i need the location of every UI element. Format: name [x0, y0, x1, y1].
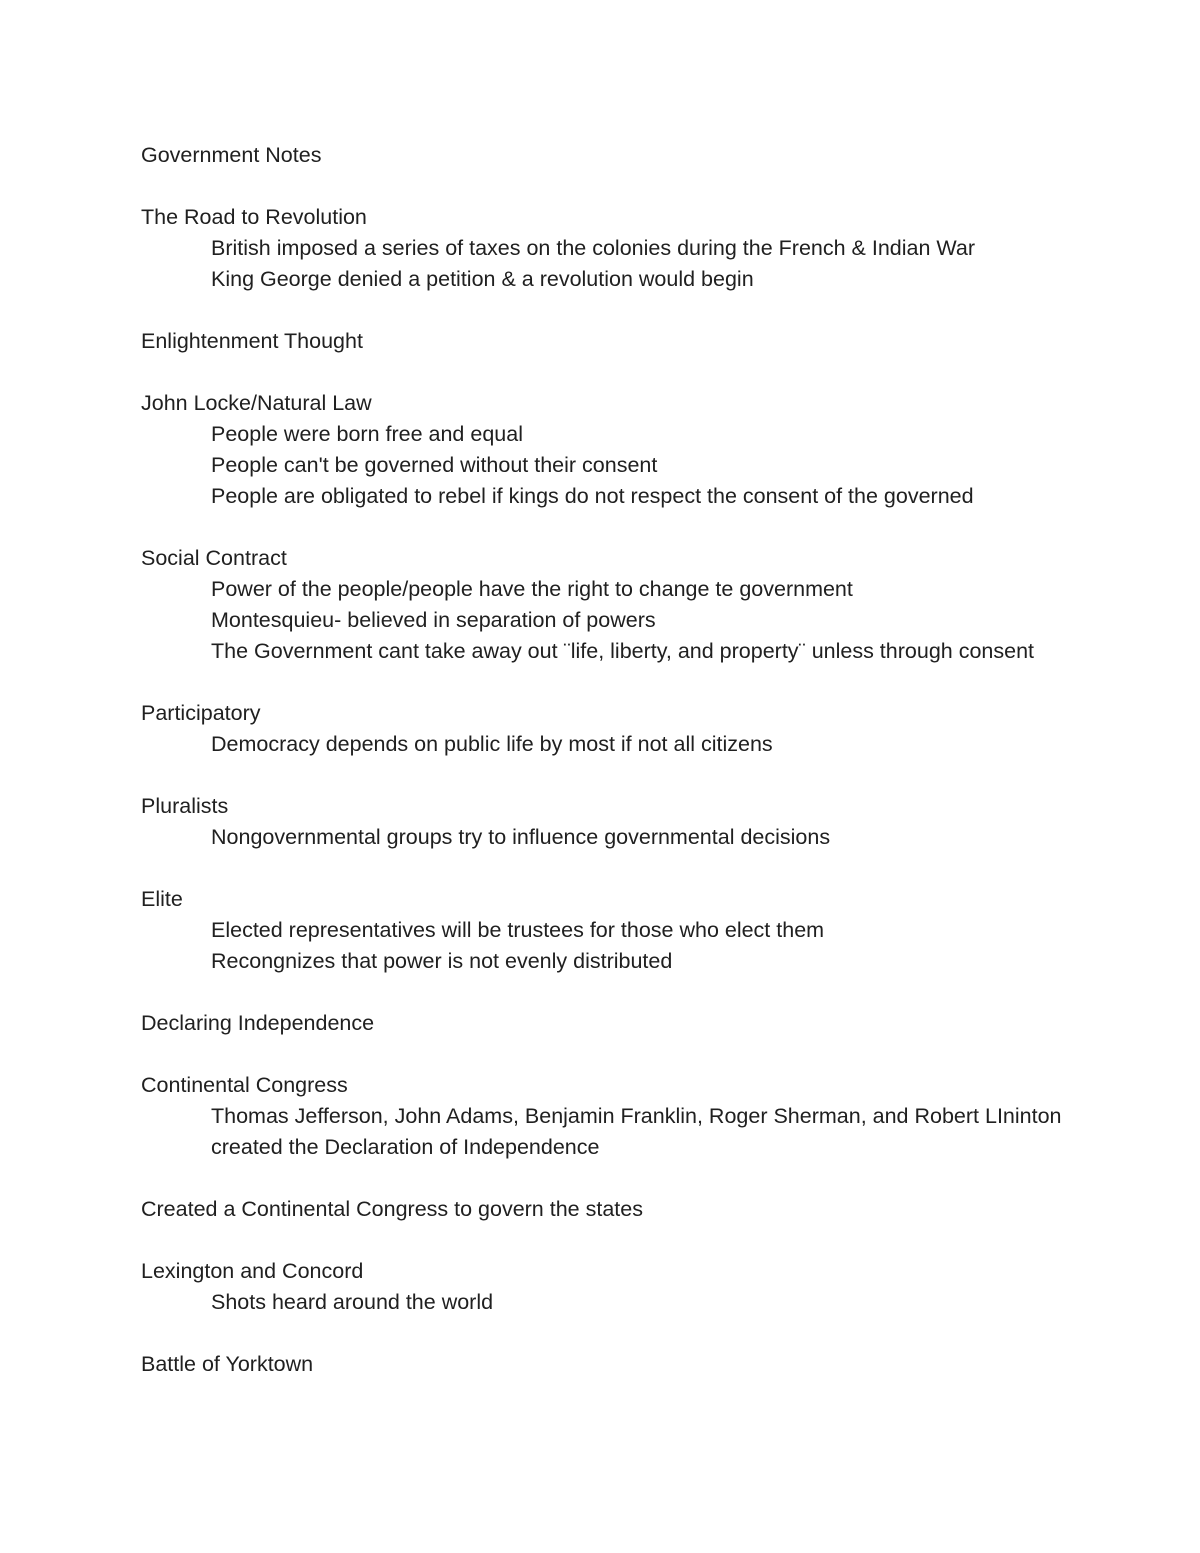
section-heading: Declaring Independence	[141, 1011, 375, 1035]
section-social-contract	[141, 543, 1101, 667]
note-line: Recongnizes that power is not evenly distributed	[211, 949, 673, 973]
section-heading: Battle of Yorktown	[141, 1352, 314, 1376]
section-created-continental-congress	[141, 1194, 1101, 1225]
note-line: Thomas Jefferson, John Adams, Benjamin Franklin, Roger Sherman, and Robert LIninton created the Declaration of Independence	[211, 1104, 1062, 1159]
section-heading: Elite	[141, 887, 183, 911]
note-line: People can't be governed without their consent	[211, 453, 658, 477]
section-heading: Social Contract	[141, 546, 287, 570]
note-line: People are obligated to rebel if kings do not respect the consent of the governed	[211, 484, 974, 508]
note-line: King George denied a petition & a revolution would begin	[211, 267, 754, 291]
section-heading: Created a Continental Congress to govern the states	[141, 1197, 643, 1221]
document-title: Government Notes	[141, 143, 322, 167]
section-heading: John Locke/Natural Law	[141, 391, 372, 415]
section-declaring-independence	[141, 1008, 1101, 1039]
section-heading: Enlightenment Thought	[141, 329, 363, 353]
note-line: The Government cant take away out ¨life, liberty, and property¨ unless through consent	[211, 639, 1035, 663]
note-line: Democracy depends on public life by most if not all citizens	[211, 732, 773, 756]
section-participatory	[141, 698, 1101, 760]
note-line: Montesquieu- believed in separation of powers	[211, 608, 656, 632]
section-heading: Participatory	[141, 701, 261, 725]
section-elite	[141, 884, 1101, 977]
section-heading: The Road to Revolution	[141, 205, 367, 229]
section-battle-of-yorktown	[141, 1349, 1101, 1380]
section-john-locke	[141, 388, 1101, 512]
section-heading: Pluralists	[141, 794, 229, 818]
section-heading: Continental Congress	[141, 1073, 348, 1097]
note-line: Shots heard around the world	[211, 1290, 494, 1314]
note-line: People were born free and equal	[211, 422, 523, 446]
section-pluralists	[141, 791, 1101, 853]
note-line: British imposed a series of taxes on the colonies during the French & Indian War	[211, 236, 976, 260]
section-enlightenment-thought	[141, 326, 1101, 357]
note-line: Power of the people/people have the right to change te government	[211, 577, 853, 601]
section-heading: Lexington and Concord	[141, 1259, 364, 1283]
note-line: Elected representatives will be trustees for those who elect them	[211, 918, 825, 942]
section-road-to-revolution	[141, 202, 1101, 295]
note-line: Nongovernmental groups try to influence governmental decisions	[211, 825, 831, 849]
section-lexington-concord	[141, 1256, 1101, 1318]
section-continental-congress	[141, 1070, 1101, 1163]
document-content	[141, 140, 1101, 1411]
